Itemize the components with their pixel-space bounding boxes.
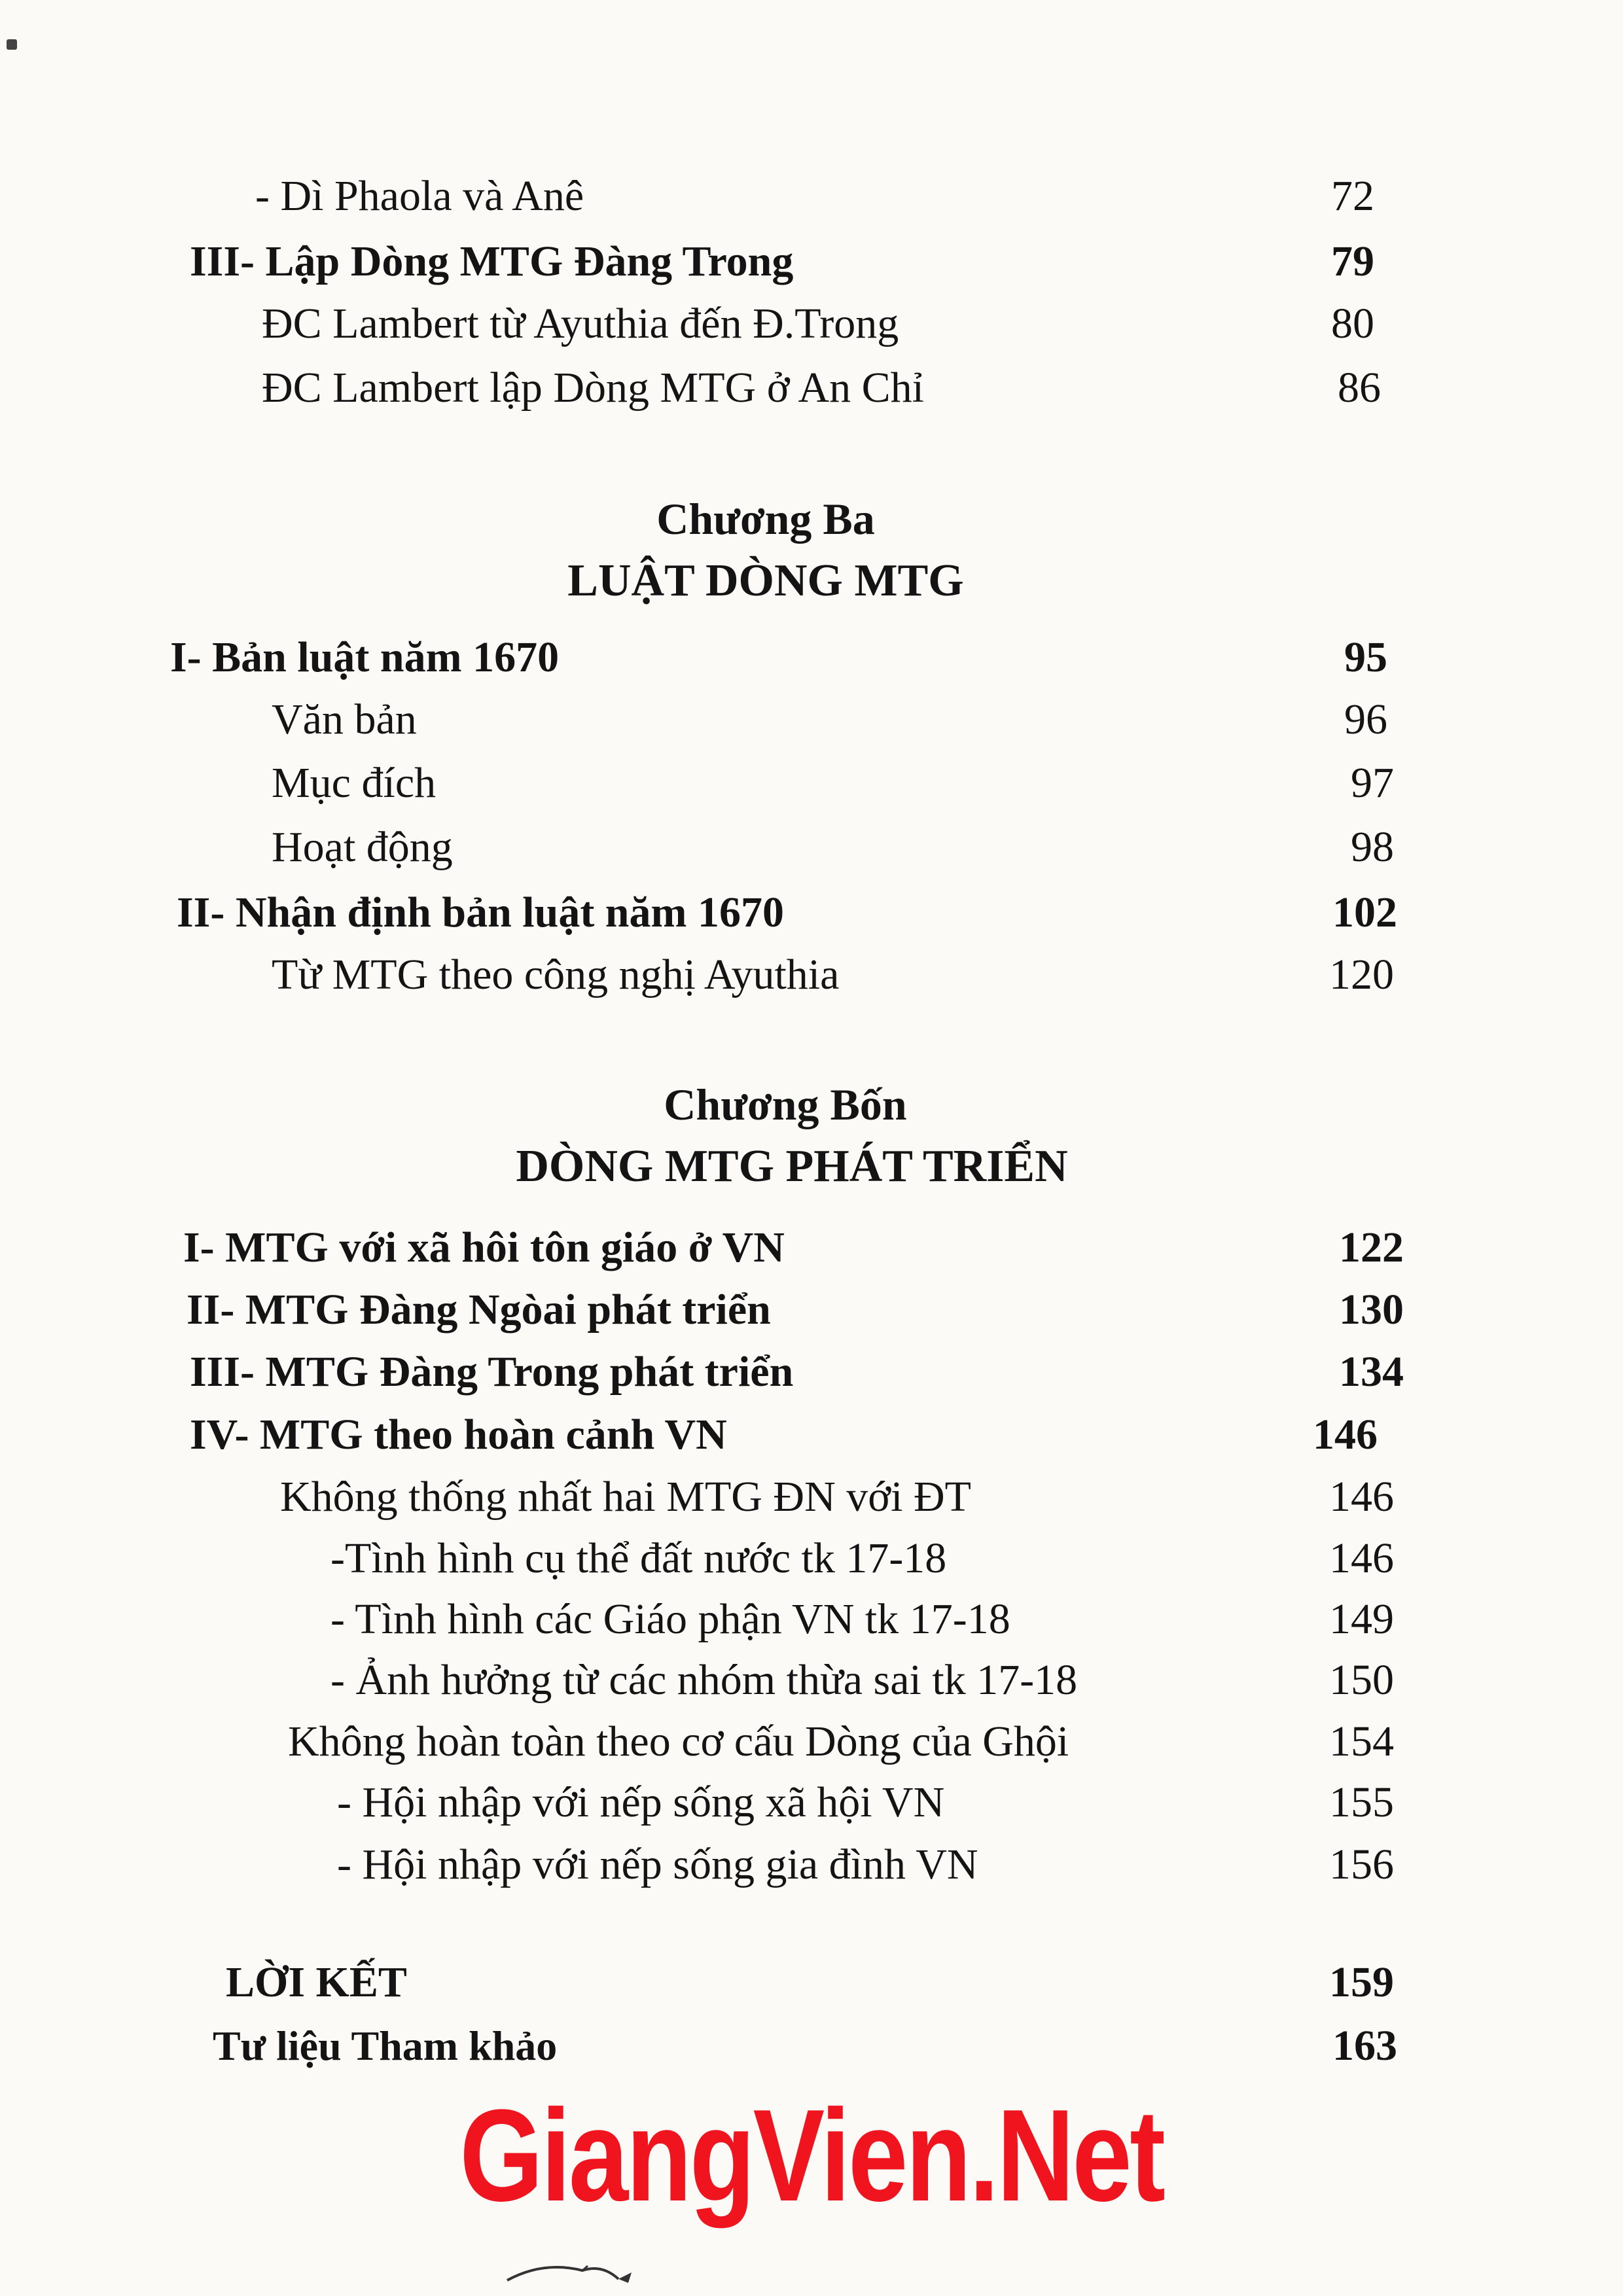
toc-entry xyxy=(0,945,1623,1004)
toc-entry-page: 146 xyxy=(1329,1473,1394,1521)
toc-entry-label: ĐC Lambert từ Ayuthia đến Đ.Trong xyxy=(262,300,899,347)
toc-entry xyxy=(0,818,1623,877)
toc-entry xyxy=(0,1712,1623,1771)
toc-entry xyxy=(0,1468,1623,1527)
toc-entry xyxy=(0,167,1623,226)
toc-entry-page: 120 xyxy=(1329,951,1394,998)
toc-entry-label: I- Bản luật năm 1670 xyxy=(170,633,560,681)
toc-entry xyxy=(0,232,1623,291)
toc-entry-page: 146 xyxy=(1329,1534,1394,1582)
toc-entry-page: 156 xyxy=(1329,1841,1394,1888)
toc-entry-page: 80 xyxy=(1331,300,1374,347)
toc-entry xyxy=(0,690,1623,749)
toc-entry-page: 130 xyxy=(1339,1286,1404,1333)
toc-entry-label: Không hoàn toàn theo cơ cấu Dòng của Ghội xyxy=(288,1718,1069,1765)
toc-entry-page: 149 xyxy=(1329,1595,1394,1643)
toc-entry xyxy=(0,628,1623,687)
toc-entry-label: - Ảnh hưởng từ các nhóm thừa sai tk 17-18 xyxy=(330,1656,1078,1704)
toc-entry xyxy=(0,1651,1623,1710)
toc-entry-label: - Hội nhập với nếp sống xã hội VN xyxy=(337,1778,945,1826)
toc-entry-page: 159 xyxy=(1329,1958,1394,2006)
toc-entry-label: Tư liệu Tham khảo xyxy=(213,2022,558,2069)
ornament-icon xyxy=(504,2254,661,2287)
toc-entry-label: II- MTG Đàng Ngòai phát triển xyxy=(187,1286,771,1333)
chapter-title: LUẬT DÒNG MTG xyxy=(567,556,964,606)
watermark: GiangVien.Net xyxy=(459,2083,1164,2229)
toc-entry-page: 150 xyxy=(1329,1656,1394,1704)
toc-entry-label: -Tình hình cụ thể đất nước tk 17-18 xyxy=(330,1534,947,1582)
toc-entry-label: II- Nhận định bản luật năm 1670 xyxy=(177,889,784,936)
toc-entry-label: - Tình hình các Giáo phận VN tk 17-18 xyxy=(330,1595,1010,1643)
toc-entry-label: Không thống nhất hai MTG ĐN với ĐT xyxy=(280,1473,971,1521)
chapter-title: DÒNG MTG PHÁT TRIỂN xyxy=(516,1141,1068,1192)
toc-entry-page: 102 xyxy=(1332,889,1397,936)
toc-entry-label: Hoạt động xyxy=(272,823,453,871)
toc-entry xyxy=(0,883,1623,942)
toc-entry-label: III- MTG Đàng Trong phát triển xyxy=(190,1348,794,1396)
toc-entry-page: 97 xyxy=(1351,759,1394,807)
toc-entry-label: III- Lập Dòng MTG Đàng Trong xyxy=(190,238,794,285)
scan-mark xyxy=(7,39,17,50)
toc-entry-page: 154 xyxy=(1329,1718,1394,1765)
toc-entry xyxy=(0,2017,1623,2075)
toc-entry-page: 155 xyxy=(1329,1778,1394,1826)
toc-entry-label: Văn bản xyxy=(272,696,417,743)
toc-entry xyxy=(0,754,1623,813)
toc-entry-page: 163 xyxy=(1332,2022,1397,2070)
toc-entry-label: IV- MTG theo hoàn cảnh VN xyxy=(190,1411,727,1458)
toc-entry-page: 95 xyxy=(1344,633,1387,681)
chapter-heading: Chương Ba xyxy=(656,494,875,544)
toc-entry xyxy=(0,1590,1623,1649)
toc-entry-page: 79 xyxy=(1331,238,1374,285)
toc-entry xyxy=(0,1953,1623,2012)
toc-entry-page: 122 xyxy=(1339,1224,1404,1271)
toc-entry-page: 72 xyxy=(1331,172,1374,220)
toc-entry xyxy=(0,1773,1623,1832)
toc-entry xyxy=(0,359,1623,417)
toc-entry xyxy=(0,1280,1623,1339)
toc-entry xyxy=(0,1529,1623,1588)
toc-entry-label: ĐC Lambert lập Dòng MTG ở An Chỉ xyxy=(262,364,924,412)
toc-entry xyxy=(0,1405,1623,1464)
toc-entry-page: 146 xyxy=(1313,1411,1378,1458)
toc-entry-label: LỜI KẾT xyxy=(226,1958,407,2006)
toc-entry-label: Mục đích xyxy=(272,759,437,807)
toc-entry-label: I- MTG với xã hôi tôn giáo ở VN xyxy=(183,1224,785,1271)
toc-entry xyxy=(0,1218,1623,1277)
toc-entry-label: - Dì Phaola và Anê xyxy=(255,172,584,220)
toc-entry-label: Từ MTG theo công nghị Ayuthia xyxy=(272,951,840,998)
toc-entry-page: 86 xyxy=(1338,364,1381,412)
toc-entry xyxy=(0,294,1623,353)
toc-entry xyxy=(0,1835,1623,1894)
toc-entry-page: 98 xyxy=(1351,823,1394,871)
toc-entry-page: 96 xyxy=(1344,696,1387,743)
toc-entry-page: 134 xyxy=(1339,1348,1404,1396)
toc-entry xyxy=(0,1343,1623,1402)
toc-entry-label: - Hội nhập với nếp sống gia đình VN xyxy=(337,1841,978,1888)
chapter-heading: Chương Bốn xyxy=(664,1080,907,1129)
